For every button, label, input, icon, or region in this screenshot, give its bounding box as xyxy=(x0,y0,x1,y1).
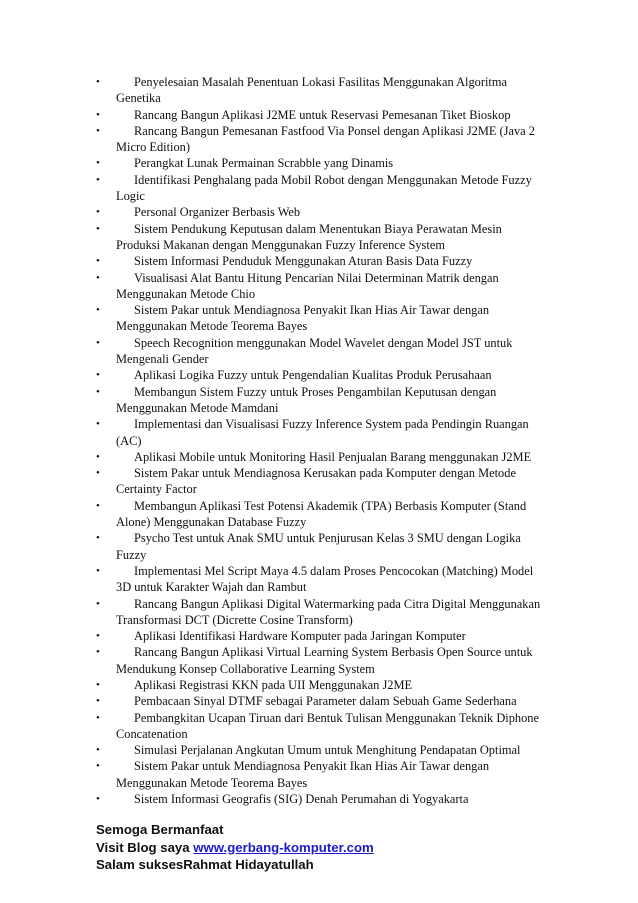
bullet-icon: • xyxy=(96,336,100,349)
list-item xyxy=(96,791,546,807)
list-item xyxy=(96,563,546,596)
list-item xyxy=(96,710,546,743)
list-item xyxy=(96,123,546,156)
list-item xyxy=(96,384,546,417)
list-item-text: Visualisasi Alat Bantu Hitung Pencarian Nilai Determinan Matrik dengan Menggunakan Metode Chio xyxy=(116,270,499,301)
list-item xyxy=(96,253,546,269)
list-item xyxy=(96,107,546,123)
bullet-icon: • xyxy=(96,744,100,757)
list-item xyxy=(96,530,546,563)
list-item-text: Membangun Sistem Fuzzy untuk Proses Pengambilan Keputusan dengan Menggunakan Metode Mamdani xyxy=(116,384,497,415)
list-item xyxy=(96,335,546,368)
bullet-icon: • xyxy=(96,760,100,773)
bullet-icon: • xyxy=(96,157,100,170)
bullet-icon: • xyxy=(96,76,100,88)
list-item-text: Aplikasi Identifikasi Hardware Komputer pada Jaringan Komputer xyxy=(134,629,466,644)
list-item-text: Psycho Test untuk Anak SMU untuk Penjurusan Kelas 3 SMU dengan Logika Fuzzy xyxy=(116,531,521,562)
bullet-icon: • xyxy=(96,646,100,659)
list-item xyxy=(96,221,546,254)
bullet-icon: • xyxy=(96,532,100,545)
list-item-text: Rancang Bangun Pemesanan Fastfood Via Ponsel dengan Aplikasi J2ME (Java 2 Micro Edition) xyxy=(116,123,535,155)
blog-prefix: Visit Blog saya xyxy=(96,839,194,855)
bullet-icon: • xyxy=(96,711,100,724)
list-item xyxy=(96,204,546,220)
bullet-icon: • xyxy=(96,385,100,398)
bullet-icon: • xyxy=(96,678,100,691)
list-item-text: Speech Recognition menggunakan Model Wavelet dengan Model JST untuk Mengenali Gender xyxy=(116,335,513,367)
list-item-text: Rancang Bangun Aplikasi J2ME untuk Reservasi Pemesanan Tiket Bioskop xyxy=(134,107,511,122)
list-item-text: Aplikasi Registrasi KKN pada UII Menggunakan J2ME xyxy=(134,677,413,692)
bullet-icon: • xyxy=(96,173,100,186)
list-item xyxy=(96,172,546,205)
list-item-text: Rancang Bangun Aplikasi Digital Watermarking pada Citra Digital Menggunakan Transformasi DCT (Dicrette Cosine Transform) xyxy=(116,596,541,627)
list-item-text: Perangkat Lunak Permainan Scrabble yang Dinamis xyxy=(134,156,394,171)
bullet-icon: • xyxy=(96,499,100,512)
list-item-text: Implementasi Mel Script Maya 4.5 dalam Proses Pencocokan (Matching) Model 3D untuk Karakter Wajah dan Rambut xyxy=(116,563,534,595)
bullet-icon: • xyxy=(96,467,100,480)
blog-link[interactable]: www.gerbang-komputer.com xyxy=(193,839,374,855)
list-item xyxy=(96,367,546,383)
list-item xyxy=(96,155,546,171)
bullet-icon: • xyxy=(96,108,100,121)
list-item-text: Rancang Bangun Aplikasi Virtual Learning System Berbasis Open Source untuk Mendukung Konsep Collaborative Learning System xyxy=(116,645,533,676)
bullet-icon: • xyxy=(96,793,100,806)
list-item xyxy=(96,644,546,677)
blog-line xyxy=(96,839,374,857)
signature-text: Salam suksesRahmat Hidayatullah xyxy=(96,857,314,872)
list-item-text: Sistem Pakar untuk Mendiagnosa Penyakit Ikan Hias Air Tawar dengan Menggunakan Metode Teorema Bayes xyxy=(116,303,490,334)
bullet-icon: • xyxy=(96,369,100,382)
list-item-text: Penyelesaian Masalah Penentuan Lokasi Fasilitas Menggunakan Algoritma Genetika xyxy=(116,75,508,106)
bullet-icon: • xyxy=(96,418,100,431)
list-item xyxy=(96,596,546,629)
list-item xyxy=(96,693,546,709)
bullet-icon: • xyxy=(96,222,100,235)
bullet-icon: • xyxy=(96,695,100,708)
list-item-text: Sistem Pakar untuk Mendiagnosa Penyakit Ikan Hias Air Tawar dengan Menggunakan Metode Teorema Bayes xyxy=(116,759,490,790)
topic-list xyxy=(96,74,546,807)
bullet-icon: • xyxy=(96,206,100,219)
list-item xyxy=(96,628,546,644)
list-item xyxy=(96,465,546,498)
list-item xyxy=(96,74,546,107)
list-item-text: Sistem Informasi Geografis (SIG) Denah Perumahan di Yogyakarta xyxy=(134,792,469,807)
list-item xyxy=(96,742,546,758)
list-item-text: Simulasi Perjalanan Angkutan Umum untuk Menghitung Pendapatan Optimal xyxy=(134,743,521,758)
bullet-icon: • xyxy=(96,564,100,577)
list-item-text: Aplikasi Mobile untuk Monitoring Hasil Penjualan Barang menggunakan J2ME xyxy=(134,449,532,464)
list-item-text: Personal Organizer Berbasis Web xyxy=(134,205,301,220)
bullet-icon: • xyxy=(96,124,100,137)
bullet-icon: • xyxy=(96,271,100,284)
list-item-text: Membangun Aplikasi Test Potensi Akademik (TPA) Berbasis Komputer (Stand Alone) Menggunakan Database Fuzzy xyxy=(116,498,527,530)
bullet-icon: • xyxy=(96,450,100,463)
list-item-text: Identifikasi Penghalang pada Mobil Robot dengan Menggunakan Metode Fuzzy Logic xyxy=(116,172,532,204)
bullet-icon: • xyxy=(96,304,100,317)
footer xyxy=(96,821,374,874)
list-item-text: Aplikasi Logika Fuzzy untuk Pengendalian Kualitas Produk Perusahaan xyxy=(134,368,492,383)
list-item xyxy=(96,677,546,693)
bullet-icon: • xyxy=(96,597,100,610)
list-item xyxy=(96,498,546,531)
bullet-icon: • xyxy=(96,255,100,268)
list-item xyxy=(96,416,546,449)
list-item-text: Sistem Informasi Penduduk Menggunakan Aturan Basis Data Fuzzy xyxy=(134,254,473,269)
list-item-text: Sistem Pendukung Keputusan dalam Menentukan Biaya Perawatan Mesin Produksi Makanan dengan Menggunakan Fuzzy Inference System xyxy=(116,221,502,252)
list-item xyxy=(96,758,546,791)
list-item xyxy=(96,449,546,465)
list-item-text: Sistem Pakar untuk Mendiagnosa Kerusakan pada Komputer dengan Metode Certainty Factor xyxy=(116,466,516,497)
closing-text: Semoga Bermanfaat xyxy=(96,822,224,837)
list-item-text: Implementasi dan Visualisasi Fuzzy Inference System pada Pendingin Ruangan (AC) xyxy=(116,417,529,448)
list-item-text: Pembacaan Sinyal DTMF sebagai Parameter dalam Sebuah Game Sederhana xyxy=(134,694,517,709)
bullet-icon: • xyxy=(96,630,100,643)
list-item xyxy=(96,302,546,335)
list-item-text: Pembangkitan Ucapan Tiruan dari Bentuk Tulisan Menggunakan Teknik Diphone Concatenation xyxy=(116,710,539,741)
list-item xyxy=(96,270,546,303)
